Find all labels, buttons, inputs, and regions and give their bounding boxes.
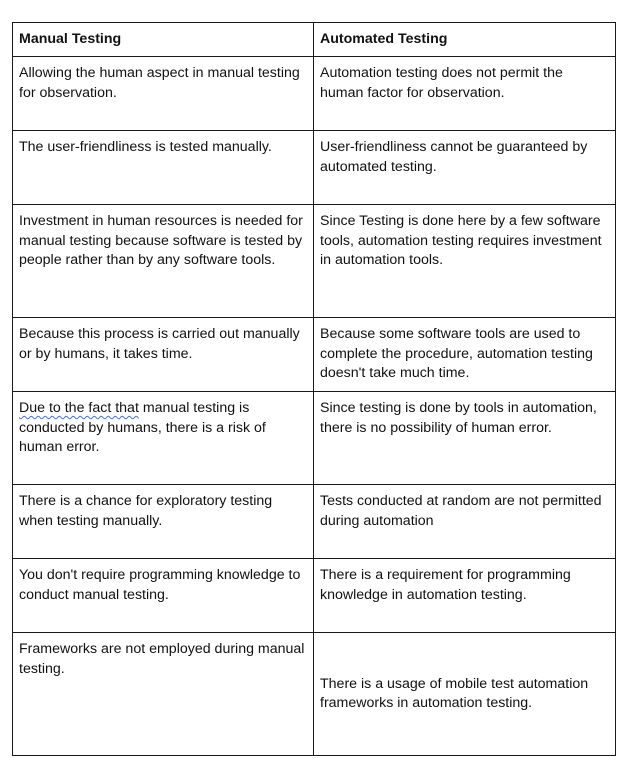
cell-text: User-friendliness cannot be guaranteed by automated testing. [320,139,588,175]
table-row [13,633,616,756]
manual-cell [13,131,314,205]
spellcheck-underlined-text[interactable]: Due to the fact that [19,400,139,416]
manual-cell [13,559,314,633]
table-row [13,559,616,633]
table-row [13,57,616,131]
cell-text: There is a usage of mobile test automation frameworks in automation testing. [320,675,589,711]
cell-text: There is a requirement for programming knowledge in automation testing. [320,567,571,603]
manual-cell [13,205,314,318]
automated-cell [314,633,616,756]
header-manual-testing: Manual Testing [13,23,314,57]
comparison-table [12,22,616,756]
automated-cell [314,485,616,559]
manual-cell [13,392,314,485]
cell-text: Because this process is carried out manually or by humans, it takes time. [19,326,300,362]
header-automated-testing: Automated Testing [314,23,616,57]
automated-cell [314,392,616,485]
cell-text-rest: manual testing is conducted by humans, there is a risk of human error. [19,400,266,455]
cell-text: There is a chance for exploratory testing when testing manually. [19,493,273,529]
cell-text: Tests conducted at random are not permitted during automation [320,493,602,529]
cell-text [19,392,307,458]
cell-text: Frameworks are not employed during manual testing. [19,641,305,677]
automated-cell [314,57,616,131]
cell-text: You don't require programming knowledge to conduct manual testing. [19,567,301,603]
table-row [13,131,616,205]
table-row [13,205,616,318]
table-row [13,485,616,559]
manual-cell [13,318,314,392]
automated-cell [314,131,616,205]
automated-cell [314,318,616,392]
cell-text: Since Testing is done here by a few software tools, automation testing requires investment in automation tools. [320,213,602,268]
table-row [13,392,616,485]
header-row [13,23,616,57]
automated-cell [314,559,616,633]
cell-text: Since testing is done by tools in automation, there is no possibility of human error. [320,400,597,436]
cell-text: Investment in human resources is needed for manual testing because software is tested by people rather than by any software tools. [19,213,303,268]
automated-cell [314,205,616,318]
table-row [13,318,616,392]
manual-cell [13,633,314,756]
cell-text: The user-friendliness is tested manually. [19,139,272,155]
manual-cell [13,485,314,559]
cell-text: Allowing the human aspect in manual testing for observation. [19,65,300,101]
cell-text: Automation testing does not permit the human factor for observation. [320,65,563,101]
cell-text: Because some software tools are used to complete the procedure, automation testing doesn't take much time. [320,326,593,381]
manual-cell [13,57,314,131]
